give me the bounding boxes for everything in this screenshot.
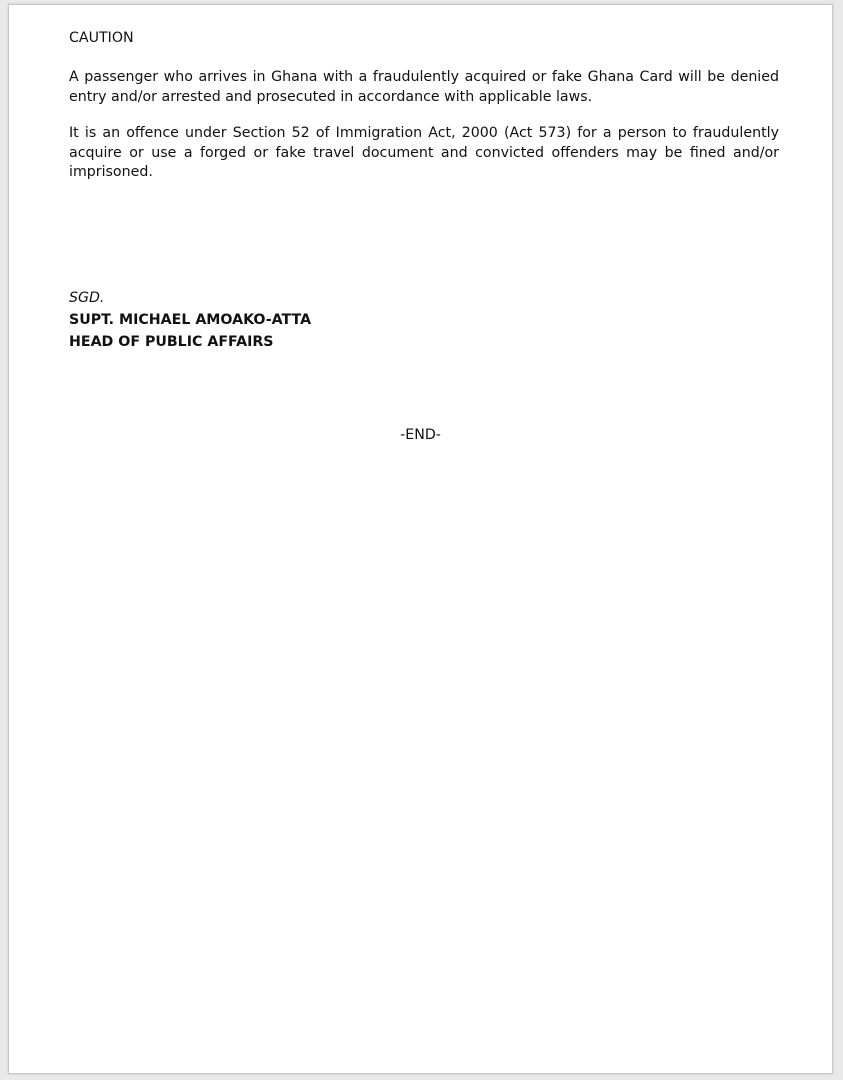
signature-block [69, 287, 779, 353]
signatory-name: SUPT. MICHAEL AMOAKO-ATTA [69, 311, 312, 328]
end-marker: -END- [400, 427, 441, 443]
document-body [69, 27, 779, 353]
section-heading: CAUTION [69, 30, 134, 46]
signatory-title: HEAD OF PUBLIC AFFAIRS [69, 333, 274, 350]
document-page [8, 4, 833, 1074]
paragraph-caution-entry: A passenger who arrives in Ghana with a fraudulently acquired or fake Ghana Card will be denied entry and/or arrested and prosecuted in accordance with applicable laws. [69, 69, 779, 105]
paragraph-offence: It is an offence under Section 52 of Immigration Act, 2000 (Act 573) for a person to fraudulently acquire or use a forged or fake travel document and convicted offenders may be fined and/or imprisoned. [69, 125, 779, 180]
signed-mark: SGD. [69, 289, 105, 306]
